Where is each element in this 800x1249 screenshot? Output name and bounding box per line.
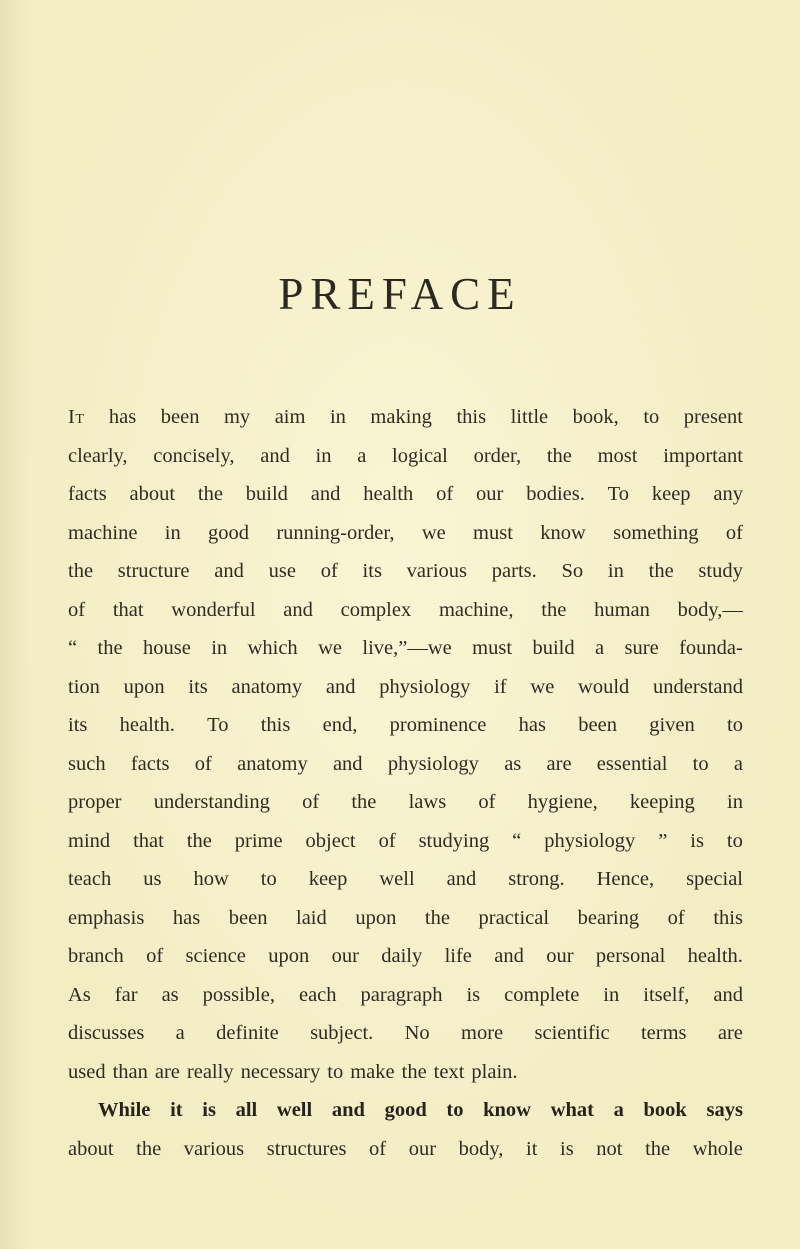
word: While xyxy=(98,1099,151,1121)
word: study xyxy=(698,560,743,582)
word: personal xyxy=(595,945,666,967)
word: in xyxy=(607,560,624,582)
word: branch xyxy=(68,945,124,967)
word: prominence xyxy=(389,714,487,736)
word: are xyxy=(717,1022,743,1044)
word: are xyxy=(154,1060,180,1083)
word: machine xyxy=(68,521,138,544)
word: “ xyxy=(512,829,522,852)
word: my xyxy=(223,406,251,428)
word: health xyxy=(363,483,414,505)
word: the xyxy=(401,1060,427,1083)
word: used xyxy=(68,1060,106,1083)
word: strong. xyxy=(508,868,565,890)
word: bodies. xyxy=(526,483,585,505)
word: To xyxy=(607,483,630,505)
word: and xyxy=(332,752,363,775)
word: special xyxy=(686,868,743,890)
word: various xyxy=(406,560,468,582)
word: which xyxy=(247,637,298,659)
word: sure xyxy=(624,637,659,659)
word: our xyxy=(546,945,574,967)
word: something xyxy=(613,521,699,544)
word: and xyxy=(214,560,244,582)
word: this xyxy=(713,906,743,929)
word: would xyxy=(578,675,630,698)
word: various xyxy=(183,1137,245,1160)
text-line xyxy=(68,591,743,630)
text-line xyxy=(68,1130,743,1169)
word: of xyxy=(146,945,164,967)
word: a xyxy=(595,637,605,659)
word: and xyxy=(283,598,313,621)
word: a xyxy=(357,444,367,467)
word: and xyxy=(310,483,341,505)
word: end, xyxy=(322,714,358,736)
word: more xyxy=(461,1022,504,1044)
word: hygiene, xyxy=(527,791,598,813)
word: the xyxy=(197,483,223,505)
word: laid xyxy=(296,906,327,929)
word: Hence, xyxy=(596,868,655,890)
text-line xyxy=(68,629,743,668)
word: text xyxy=(433,1060,465,1083)
word: important xyxy=(663,444,743,467)
word: know xyxy=(540,521,586,544)
word: this xyxy=(260,714,291,736)
word: present xyxy=(683,406,743,428)
word: object xyxy=(305,829,356,852)
word: book xyxy=(643,1099,687,1121)
word: well xyxy=(379,868,415,890)
text-line xyxy=(68,976,743,1015)
word: aim xyxy=(274,406,306,428)
word: use xyxy=(268,560,296,582)
word: understand xyxy=(653,675,743,698)
word: possible, xyxy=(202,983,275,1006)
word: to xyxy=(327,1060,344,1083)
word: it xyxy=(170,1099,183,1121)
word: scientific xyxy=(534,1022,610,1044)
text-line xyxy=(68,552,743,591)
word: health. xyxy=(119,714,175,736)
word: clearly, xyxy=(68,444,128,467)
word: logical xyxy=(392,444,448,467)
word: in xyxy=(211,637,228,659)
word: a xyxy=(613,1099,624,1121)
text-line xyxy=(68,899,743,938)
preface-body xyxy=(68,398,743,1168)
word: live,”—we xyxy=(362,637,452,659)
word: any xyxy=(713,483,743,505)
word: concisely, xyxy=(153,444,235,467)
word: make xyxy=(350,1060,395,1083)
word: the xyxy=(136,1137,162,1160)
word: keep xyxy=(308,868,348,890)
word: to xyxy=(726,829,743,852)
word: has xyxy=(108,406,137,428)
word: machine, xyxy=(438,598,514,621)
word: our xyxy=(476,483,504,505)
word: bearing xyxy=(577,906,640,929)
word: the xyxy=(351,791,377,813)
word: daily xyxy=(381,945,423,967)
word: to xyxy=(260,868,277,890)
word: in xyxy=(603,983,620,1006)
word: as xyxy=(504,752,522,775)
word: necessary xyxy=(240,1060,321,1083)
word: this xyxy=(456,406,487,428)
word: and xyxy=(260,444,290,467)
word: our xyxy=(331,945,359,967)
word: upon xyxy=(123,675,165,698)
word: good xyxy=(208,521,250,544)
word: facts xyxy=(68,483,107,505)
word: really xyxy=(186,1060,234,1083)
word: build xyxy=(245,483,288,505)
word: what xyxy=(550,1099,594,1121)
text-line xyxy=(68,1091,743,1130)
word: science xyxy=(185,945,246,967)
word: discusses xyxy=(68,1022,145,1044)
word: No xyxy=(404,1022,430,1044)
word: in xyxy=(727,791,743,813)
text-line xyxy=(68,514,743,553)
word: laws xyxy=(408,791,447,813)
word: a xyxy=(733,752,743,775)
word: in xyxy=(315,444,332,467)
text-line xyxy=(68,937,743,976)
word: health. xyxy=(687,945,743,967)
word: wonderful xyxy=(171,598,256,621)
word: house xyxy=(142,637,191,659)
word: the xyxy=(97,637,123,659)
word: upon xyxy=(355,906,397,929)
page-title: PREFACE xyxy=(278,269,522,319)
word: body,— xyxy=(677,598,743,621)
word: of xyxy=(725,521,743,544)
text-line xyxy=(68,706,743,745)
word: anatomy xyxy=(231,675,303,698)
word: essential xyxy=(596,752,668,775)
word: life xyxy=(444,945,472,967)
word: terms xyxy=(640,1022,687,1044)
text-line xyxy=(68,398,743,437)
word: all xyxy=(235,1099,258,1121)
word: that xyxy=(133,829,164,852)
word: its xyxy=(68,714,88,736)
word: well xyxy=(276,1099,313,1121)
word: facts xyxy=(130,752,170,775)
word: is xyxy=(202,1099,216,1121)
word: must xyxy=(472,637,513,659)
word: the xyxy=(645,1137,671,1160)
word: as xyxy=(161,983,179,1006)
word: in xyxy=(164,521,181,544)
word: build xyxy=(532,637,575,659)
text-line xyxy=(68,822,743,861)
word: and xyxy=(494,945,524,967)
word: is xyxy=(690,829,704,852)
word: the xyxy=(186,829,212,852)
word: order, xyxy=(473,444,522,467)
word: As xyxy=(68,983,91,1006)
word: about xyxy=(129,483,176,505)
word: anatomy xyxy=(237,752,308,775)
word: know xyxy=(483,1099,531,1121)
word: parts. xyxy=(491,560,537,582)
text-line xyxy=(68,745,743,784)
word: each xyxy=(298,983,337,1006)
word: has xyxy=(172,906,201,929)
word: founda- xyxy=(679,637,743,659)
word: that xyxy=(112,598,144,621)
word: understanding xyxy=(153,791,270,813)
word: of xyxy=(378,829,396,852)
word: structure xyxy=(117,560,190,582)
word: studying xyxy=(418,829,490,852)
word: of xyxy=(478,791,496,813)
word: are xyxy=(546,752,572,775)
word: It xyxy=(68,406,85,428)
text-line xyxy=(68,860,743,899)
text-line xyxy=(68,1053,743,1092)
word: its xyxy=(362,560,382,582)
text-line xyxy=(68,475,743,514)
word: is xyxy=(560,1137,574,1160)
text-line xyxy=(68,668,743,707)
word: our xyxy=(408,1137,437,1160)
word: than xyxy=(112,1060,148,1083)
word: upon xyxy=(268,945,310,967)
word: of xyxy=(436,483,454,505)
word: body, xyxy=(458,1137,504,1160)
word: us xyxy=(143,868,162,890)
word: been xyxy=(228,906,268,929)
word: far xyxy=(114,983,138,1006)
word: it xyxy=(526,1137,538,1160)
word: complex xyxy=(340,598,412,621)
word: human xyxy=(594,598,650,621)
word: the xyxy=(424,906,450,929)
word: we xyxy=(421,521,446,544)
word: running-order, xyxy=(276,521,395,544)
word: the xyxy=(541,598,567,621)
word: prime xyxy=(234,829,283,852)
word: of xyxy=(194,752,212,775)
word: plain. xyxy=(471,1060,518,1083)
word: whole xyxy=(692,1137,743,1160)
word: the xyxy=(546,444,572,467)
text-line xyxy=(68,1014,743,1053)
word: tion xyxy=(68,675,100,698)
word: and xyxy=(331,1099,365,1121)
word: proper xyxy=(68,791,122,813)
word: keeping xyxy=(629,791,695,813)
word: a xyxy=(175,1022,185,1044)
word: “ xyxy=(68,637,78,659)
word: to xyxy=(692,752,709,775)
word: we xyxy=(318,637,342,659)
word: to xyxy=(727,714,743,736)
word: and xyxy=(446,868,477,890)
word: how xyxy=(193,868,229,890)
word: mind xyxy=(68,829,111,852)
word: teach xyxy=(68,868,112,890)
word: complete xyxy=(504,983,580,1006)
word: subject. xyxy=(310,1022,374,1044)
word: of xyxy=(302,791,320,813)
word: little xyxy=(510,406,549,428)
word: the xyxy=(68,560,94,582)
text-line xyxy=(68,783,743,822)
word: and xyxy=(325,675,356,698)
word: to xyxy=(446,1099,464,1121)
word: says xyxy=(706,1099,743,1121)
word: been xyxy=(160,406,200,428)
word: the xyxy=(648,560,674,582)
word: has xyxy=(518,714,546,736)
word: about xyxy=(68,1137,114,1160)
word: practical xyxy=(478,906,550,929)
word: and xyxy=(713,983,743,1006)
word: such xyxy=(68,752,106,775)
word: paragraph xyxy=(360,983,443,1006)
word: most xyxy=(597,444,638,467)
word: given xyxy=(649,714,695,736)
word: its xyxy=(188,675,208,698)
word: of xyxy=(320,560,338,582)
word: to xyxy=(643,406,660,428)
word: must xyxy=(473,521,513,544)
word: book, xyxy=(572,406,619,428)
word: physiology xyxy=(379,675,471,698)
word: So xyxy=(561,560,584,582)
word: of xyxy=(369,1137,387,1160)
word: good xyxy=(384,1099,427,1121)
word: not xyxy=(596,1137,623,1160)
word: we xyxy=(530,675,555,698)
word: physiology xyxy=(544,829,636,852)
word: making xyxy=(370,406,432,428)
word: keep xyxy=(651,483,691,505)
word: physiology xyxy=(387,752,479,775)
word: is xyxy=(466,983,481,1006)
word: of xyxy=(667,906,685,929)
word: been xyxy=(578,714,617,736)
word: structures xyxy=(266,1137,347,1160)
word: emphasis xyxy=(68,906,145,929)
word: of xyxy=(68,598,86,621)
word: To xyxy=(207,714,229,736)
word: ” xyxy=(658,829,668,852)
word: itself, xyxy=(643,983,690,1006)
word: definite xyxy=(216,1022,279,1044)
text-line xyxy=(68,437,743,476)
word: in xyxy=(329,406,346,428)
word: if xyxy=(494,675,507,698)
